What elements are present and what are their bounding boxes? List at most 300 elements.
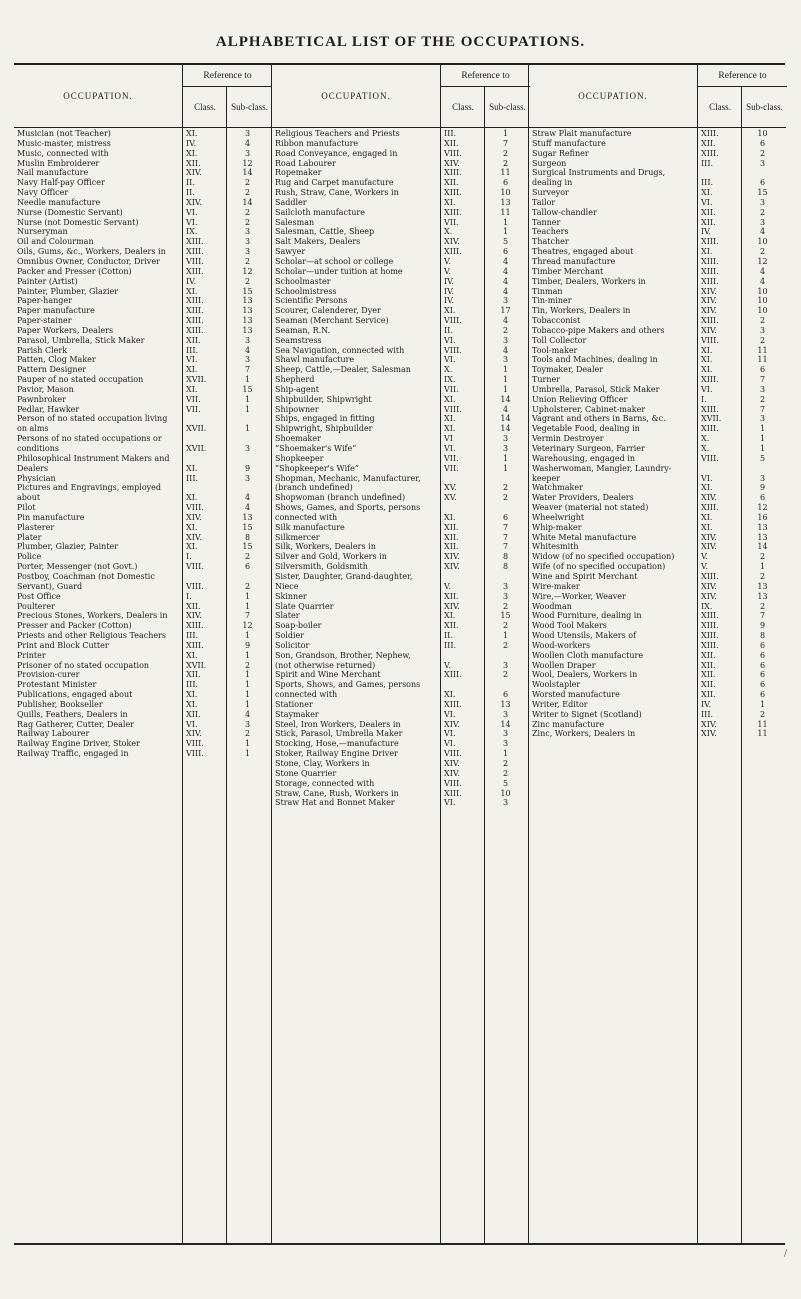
class-cell: IV. bbox=[186, 276, 197, 286]
table-row bbox=[272, 592, 529, 602]
occupation-cell: Poulterer bbox=[17, 601, 55, 611]
table-row bbox=[529, 582, 786, 592]
occupation-cell: Publications, engaged about bbox=[17, 690, 133, 700]
occupation-cell: Spirit and Wine Merchant bbox=[275, 670, 381, 680]
class-cell: XII. bbox=[444, 542, 459, 552]
table-row bbox=[272, 749, 529, 759]
class-cell: XIV. bbox=[701, 719, 717, 729]
subclass-cell: 13 bbox=[242, 306, 253, 316]
occupation-cell: Musician (not Teacher) bbox=[17, 129, 111, 138]
table-row bbox=[529, 129, 786, 139]
subclass-cell: 12 bbox=[242, 621, 253, 631]
table-row bbox=[272, 178, 529, 188]
occupation-cell: Ropemaker bbox=[275, 168, 322, 178]
class-cell: VIII. bbox=[444, 345, 462, 355]
occupation-cell: Publisher, Bookseller bbox=[17, 699, 103, 709]
class-cell: XIII. bbox=[186, 247, 204, 257]
occupation-cell: Music-master, mistress bbox=[17, 138, 111, 148]
occupation-cell: Surgeon bbox=[532, 158, 567, 168]
class-cell: XIV. bbox=[701, 581, 717, 591]
class-cell: XIV. bbox=[701, 493, 717, 503]
class-cell: X. bbox=[444, 365, 453, 375]
table-row bbox=[272, 188, 529, 198]
table-row bbox=[272, 513, 529, 523]
table-row bbox=[14, 542, 271, 552]
table-row bbox=[14, 277, 271, 287]
table-row bbox=[14, 424, 271, 434]
subclass-cell: 6 bbox=[502, 247, 509, 257]
table-row bbox=[272, 355, 529, 365]
table-row bbox=[272, 129, 529, 139]
table-row bbox=[529, 237, 786, 247]
table-row bbox=[272, 454, 529, 464]
occupation-cell: keeper bbox=[532, 473, 560, 483]
table-row bbox=[14, 257, 271, 267]
subclass-cell: 10 bbox=[757, 296, 768, 306]
table-row bbox=[272, 336, 529, 346]
class-cell: XII. bbox=[444, 178, 459, 188]
occupation-cell: Printer bbox=[17, 650, 46, 660]
table-row bbox=[14, 178, 271, 188]
occupation-cell: Thread manufacture bbox=[532, 256, 616, 266]
occupation-cell: Protestant Minister bbox=[17, 680, 97, 690]
class-cell: I. bbox=[186, 552, 192, 562]
class-cell bbox=[180, 434, 224, 444]
class-cell: VI. bbox=[186, 217, 198, 227]
subclass-cell: 6 bbox=[759, 640, 766, 650]
table-row bbox=[529, 513, 786, 523]
table-row bbox=[14, 552, 271, 562]
subclass-cell: 3 bbox=[244, 247, 251, 257]
occupation-cell: Water Providers, Dealers bbox=[532, 493, 634, 503]
table-row bbox=[272, 474, 529, 484]
subclass-cell: 2 bbox=[502, 759, 509, 768]
header-reference: Reference to bbox=[440, 65, 530, 87]
occupation-cell: Pattern Designer bbox=[17, 365, 87, 375]
subclass-cell: 7 bbox=[502, 138, 509, 148]
occupation-cell: Plasterer bbox=[17, 522, 55, 532]
occupation-cell: Vermin Destroyer bbox=[532, 434, 604, 444]
table-row bbox=[272, 503, 529, 513]
subclass-cell: 1 bbox=[244, 631, 251, 641]
subclass-cell: 7 bbox=[759, 404, 766, 414]
table-row bbox=[529, 670, 786, 680]
table-row bbox=[529, 542, 786, 552]
class-cell: XII. bbox=[701, 690, 716, 700]
occupation-cell: Surveyor bbox=[532, 188, 569, 198]
table-row bbox=[14, 395, 271, 405]
occupation-cell: Wire,—Worker, Weaver bbox=[532, 591, 626, 601]
table-row bbox=[529, 464, 786, 474]
occupation-cell: Niece bbox=[275, 581, 299, 591]
subclass-cell: 9 bbox=[759, 483, 766, 493]
subclass-cell: 1 bbox=[502, 463, 509, 473]
subclass-cell: 2 bbox=[502, 325, 509, 335]
class-cell: XIII. bbox=[701, 631, 719, 641]
table-row bbox=[272, 533, 529, 543]
subclass-cell: 4 bbox=[502, 286, 509, 296]
subclass-cell: 3 bbox=[502, 296, 509, 306]
table-row bbox=[529, 296, 786, 306]
class-cell: XVII. bbox=[186, 375, 207, 385]
subclass-cell bbox=[739, 168, 786, 178]
subclass-cell: 11 bbox=[757, 345, 768, 355]
subclass-cell: 1 bbox=[244, 690, 251, 700]
table-row bbox=[14, 247, 271, 257]
table-row bbox=[529, 611, 786, 621]
class-cell: XI. bbox=[444, 424, 456, 434]
table-row bbox=[529, 168, 786, 178]
table-column-3 bbox=[528, 65, 786, 1243]
occupation-cell: Silver and Gold, Workers in bbox=[275, 552, 387, 562]
class-cell bbox=[695, 464, 739, 474]
subclass-cell bbox=[224, 572, 271, 582]
class-cell: XII. bbox=[186, 601, 201, 611]
table-row bbox=[14, 464, 271, 474]
class-cell: VII. bbox=[444, 453, 459, 463]
subclass-cell: 11 bbox=[500, 168, 511, 178]
occupation-cell: Railway Labourer bbox=[17, 729, 90, 739]
occupation-cell: Tin, Workers, Dealers in bbox=[532, 306, 631, 316]
subclass-cell: 4 bbox=[502, 266, 509, 276]
table-row bbox=[272, 296, 529, 306]
header-class: Class. bbox=[182, 87, 227, 127]
subclass-cell: 10 bbox=[757, 286, 768, 296]
occupation-cell: Road Conveyance, engaged in bbox=[275, 148, 398, 158]
table-row bbox=[14, 493, 271, 503]
occupation-cell: Worsted manufacture bbox=[532, 690, 620, 700]
subclass-cell: 3 bbox=[759, 158, 766, 168]
subclass-cell: 15 bbox=[242, 522, 253, 532]
subclass-cell: 2 bbox=[502, 158, 509, 168]
table-row bbox=[529, 690, 786, 700]
class-cell: VI. bbox=[444, 739, 456, 749]
column-header bbox=[529, 65, 786, 128]
table-row bbox=[14, 720, 271, 730]
subclass-cell: 3 bbox=[759, 325, 766, 335]
column-body bbox=[14, 129, 271, 759]
subclass-cell: 1 bbox=[244, 670, 251, 680]
subclass-cell: 13 bbox=[242, 325, 253, 335]
table-row bbox=[529, 405, 786, 415]
class-cell: XI. bbox=[186, 148, 198, 158]
table-row bbox=[529, 267, 786, 277]
class-cell: VIII. bbox=[186, 749, 204, 759]
occupation-cell: Whitesmith bbox=[532, 542, 579, 552]
table-row bbox=[272, 611, 529, 621]
column-body bbox=[272, 129, 529, 808]
occupation-cell: (branch undefined) bbox=[275, 483, 353, 493]
table-row bbox=[14, 316, 271, 326]
class-cell: IV. bbox=[444, 276, 455, 286]
table-row bbox=[529, 355, 786, 365]
table-row bbox=[14, 641, 271, 651]
table-row bbox=[529, 159, 786, 169]
class-cell: XIII. bbox=[186, 237, 204, 247]
subclass-cell: 2 bbox=[244, 178, 251, 188]
subclass-cell: 2 bbox=[502, 621, 509, 631]
class-cell: XIII. bbox=[444, 207, 462, 217]
class-cell: III. bbox=[186, 473, 199, 483]
occupation-cell: Paper Workers, Dealers bbox=[17, 325, 114, 335]
class-cell: VIII. bbox=[186, 562, 204, 572]
subclass-cell: 1 bbox=[502, 227, 509, 237]
class-cell: V. bbox=[444, 266, 451, 276]
table-row bbox=[272, 680, 529, 690]
class-cell: XI. bbox=[186, 463, 198, 473]
table-row bbox=[529, 198, 786, 208]
subclass-cell: 3 bbox=[759, 197, 766, 207]
class-cell: XI. bbox=[186, 650, 198, 660]
table-row bbox=[272, 326, 529, 336]
table-row bbox=[529, 493, 786, 503]
table-row bbox=[272, 493, 529, 503]
occupation-cell: Timber Merchant bbox=[532, 266, 604, 276]
class-cell: II. bbox=[444, 325, 453, 335]
occupation-cell: Porter, Messenger (not Govt.) bbox=[17, 562, 138, 572]
class-cell: IX. bbox=[186, 227, 198, 237]
occupation-cell: Shows, Games, and Sports, persons bbox=[275, 503, 421, 513]
subclass-cell: 2 bbox=[244, 276, 251, 286]
class-cell: XI. bbox=[701, 365, 713, 375]
subclass-cell: 12 bbox=[757, 256, 768, 266]
subclass-cell: 1 bbox=[244, 601, 251, 611]
table-row bbox=[14, 513, 271, 523]
occupation-cell: Toymaker, Dealer bbox=[532, 365, 604, 375]
table-row bbox=[272, 434, 529, 444]
table-row bbox=[272, 257, 529, 267]
occupation-cell: Widow (of no specified occupation) bbox=[532, 552, 675, 562]
class-cell: XVII. bbox=[186, 660, 207, 670]
table-row bbox=[529, 218, 786, 228]
table-row bbox=[272, 572, 529, 582]
occupation-cell: Surgical Instruments and Drugs, bbox=[532, 168, 666, 178]
occupation-cell: “Shoemaker's Wife” bbox=[275, 444, 357, 453]
table-row bbox=[272, 277, 529, 287]
table-row bbox=[272, 779, 529, 789]
class-cell bbox=[438, 503, 482, 513]
class-cell: XIV. bbox=[701, 532, 717, 542]
table-row bbox=[14, 198, 271, 208]
occupation-cell: “Shopkeeper's Wife” bbox=[275, 463, 359, 473]
subclass-cell: 6 bbox=[502, 512, 509, 522]
table-row bbox=[529, 227, 786, 237]
table-row bbox=[14, 621, 271, 631]
table-row bbox=[14, 168, 271, 178]
class-cell: XIV. bbox=[701, 591, 717, 601]
occupation-cell: (not otherwise returned) bbox=[275, 660, 376, 670]
table-row bbox=[272, 552, 529, 562]
table-row bbox=[529, 208, 786, 218]
table-row bbox=[14, 405, 271, 415]
class-cell: XIII. bbox=[701, 266, 719, 276]
subclass-cell: 7 bbox=[759, 611, 766, 621]
occupation-cell: Straw Plait manufacture bbox=[532, 129, 632, 138]
subclass-cell: 2 bbox=[759, 335, 766, 345]
class-cell: XI. bbox=[701, 345, 713, 355]
occupation-cell: Ship-agent bbox=[275, 384, 320, 394]
subclass-cell: 1 bbox=[244, 394, 251, 404]
class-cell: XIII. bbox=[186, 325, 204, 335]
subclass-cell: 6 bbox=[502, 690, 509, 700]
class-cell: XIII. bbox=[701, 503, 719, 513]
subclass-cell: 6 bbox=[759, 178, 766, 188]
occupation-cell: Shopman, Mechanic, Manufacturer, bbox=[275, 473, 421, 483]
class-cell: XII. bbox=[444, 621, 459, 631]
table-row bbox=[529, 454, 786, 464]
table-row bbox=[272, 375, 529, 385]
occupation-cell: Stick, Parasol, Umbrella Maker bbox=[275, 729, 403, 739]
table-row bbox=[14, 739, 271, 749]
subclass-cell bbox=[739, 464, 786, 474]
occupation-cell: Dealers bbox=[17, 463, 49, 473]
occupation-cell: Wire-maker bbox=[532, 581, 580, 591]
table-row bbox=[529, 375, 786, 385]
table-row bbox=[272, 365, 529, 375]
occupation-cell: Upholsterer, Cabinet-maker bbox=[532, 404, 646, 414]
occupation-cell: Weaver (material not stated) bbox=[532, 503, 649, 513]
table-row bbox=[272, 602, 529, 612]
subclass-cell: 5 bbox=[759, 453, 766, 463]
table-row bbox=[14, 149, 271, 159]
table-row bbox=[272, 739, 529, 749]
table-row bbox=[529, 523, 786, 533]
class-cell: III. bbox=[444, 129, 457, 138]
class-cell bbox=[180, 483, 224, 493]
class-cell: XI. bbox=[701, 247, 713, 257]
occupation-cell: Steel, Iron Workers, Dealers in bbox=[275, 719, 401, 729]
occupation-cell: Whip-maker bbox=[532, 522, 582, 532]
occupation-cell: Nail manufacture bbox=[17, 168, 89, 178]
occupation-cell: Nurse (Domestic Servant) bbox=[17, 207, 123, 217]
table-row bbox=[14, 346, 271, 356]
subclass-cell: 4 bbox=[244, 138, 251, 148]
occupation-cell: Religious Teachers and Priests bbox=[275, 129, 400, 138]
occupation-cell: Pawnbroker bbox=[17, 394, 66, 404]
table-row bbox=[529, 277, 786, 287]
table-row bbox=[272, 651, 529, 661]
table-row bbox=[529, 316, 786, 326]
class-cell: XI. bbox=[701, 188, 713, 198]
subclass-cell: 1 bbox=[244, 404, 251, 414]
occupation-cell: Police bbox=[17, 552, 42, 562]
occupation-cell: Veterinary Surgeon, Farrier bbox=[532, 444, 645, 453]
class-cell: XI. bbox=[444, 611, 456, 621]
subclass-cell: 12 bbox=[242, 158, 253, 168]
class-cell: XIII. bbox=[701, 148, 719, 158]
class-cell: VII. bbox=[444, 463, 459, 473]
table-row bbox=[529, 533, 786, 543]
occupation-cell: Schoolmaster bbox=[275, 276, 331, 286]
subclass-cell: 3 bbox=[502, 729, 509, 739]
occupation-cell: Storage, connected with bbox=[275, 778, 375, 788]
subclass-cell: 3 bbox=[244, 719, 251, 729]
header-subclass: Sub-class. bbox=[484, 87, 530, 127]
subclass-cell: 3 bbox=[502, 444, 509, 453]
subclass-cell: 13 bbox=[757, 522, 768, 532]
header-occupation: OCCUPATION. bbox=[63, 91, 133, 101]
table-row bbox=[14, 159, 271, 169]
table-row bbox=[272, 700, 529, 710]
occupation-cell: Navy Half-pay Officer bbox=[17, 178, 105, 188]
occupation-cell: Shoemaker bbox=[275, 434, 321, 444]
occupation-cell: Straw, Cane, Rush, Workers in bbox=[275, 788, 399, 798]
subclass-cell: 6 bbox=[759, 365, 766, 375]
occupation-cell: Nurse (not Domestic Servant) bbox=[17, 217, 139, 227]
occupation-cell: Painter, Plumber, Glazier bbox=[17, 286, 119, 296]
class-cell: XIII. bbox=[444, 188, 462, 198]
table-row bbox=[14, 523, 271, 533]
class-cell bbox=[180, 454, 224, 464]
occupation-cell: Solicitor bbox=[275, 640, 310, 650]
class-cell: XIII. bbox=[186, 266, 204, 276]
subclass-cell: 12 bbox=[757, 503, 768, 513]
class-cell: XVII. bbox=[186, 424, 207, 434]
table-row bbox=[529, 680, 786, 690]
subclass-cell: 13 bbox=[500, 699, 511, 709]
occupation-cell: Stuff manufacture bbox=[532, 138, 606, 148]
occupation-cell: Plumber, Glazier, Painter bbox=[17, 542, 119, 552]
subclass-cell: 6 bbox=[759, 660, 766, 670]
class-cell: XI. bbox=[186, 365, 198, 375]
subclass-cell: 2 bbox=[244, 256, 251, 266]
subclass-cell: 17 bbox=[500, 306, 511, 316]
class-cell: XII. bbox=[701, 650, 716, 660]
occupation-cell: Wife (of no specified occupation) bbox=[532, 562, 666, 572]
subclass-cell bbox=[224, 483, 271, 493]
table-row bbox=[272, 395, 529, 405]
occupation-cell: Tallow-chandler bbox=[532, 207, 597, 217]
table-row bbox=[529, 661, 786, 671]
class-cell: XIII. bbox=[444, 247, 462, 257]
table-row bbox=[272, 798, 529, 808]
occupation-cell: Print and Block Cutter bbox=[17, 640, 109, 650]
column-header bbox=[272, 65, 529, 128]
table-row bbox=[14, 208, 271, 218]
subclass-cell bbox=[482, 572, 529, 582]
occupation-cell: on alms bbox=[17, 424, 49, 434]
occupation-cell: Shipbuilder, Shipwright bbox=[275, 394, 372, 404]
header-class: Class. bbox=[697, 87, 742, 127]
class-cell: XIII. bbox=[444, 699, 462, 709]
class-cell: VIII. bbox=[444, 404, 462, 414]
class-cell: XIII. bbox=[701, 404, 719, 414]
subclass-cell: 8 bbox=[244, 532, 251, 542]
class-cell: XIII. bbox=[701, 621, 719, 631]
occupation-cell: Scourer, Calenderer, Dyer bbox=[275, 306, 381, 316]
occupation-cell: Paper manufacture bbox=[17, 306, 95, 316]
class-cell: XIV. bbox=[444, 562, 460, 572]
column-body bbox=[529, 129, 786, 739]
subclass-cell: 3 bbox=[244, 237, 251, 247]
subclass-cell: 1 bbox=[502, 217, 509, 227]
subclass-cell bbox=[224, 454, 271, 464]
table-row bbox=[272, 690, 529, 700]
class-cell: XI. bbox=[444, 394, 456, 404]
subclass-cell: 2 bbox=[502, 768, 509, 778]
table-row bbox=[529, 474, 786, 484]
subclass-cell: 7 bbox=[244, 611, 251, 621]
table-row bbox=[529, 729, 786, 739]
table-row bbox=[272, 159, 529, 169]
table-row bbox=[272, 405, 529, 415]
class-cell: XIII. bbox=[701, 316, 719, 326]
occupation-cell: Vagrant and others in Barns, &c. bbox=[532, 414, 666, 424]
occupation-cell: Shawl manufacture bbox=[275, 355, 355, 365]
table-row bbox=[272, 385, 529, 395]
occupation-cell: Writer to Signet (Scotland) bbox=[532, 709, 642, 719]
table-row bbox=[529, 483, 786, 493]
